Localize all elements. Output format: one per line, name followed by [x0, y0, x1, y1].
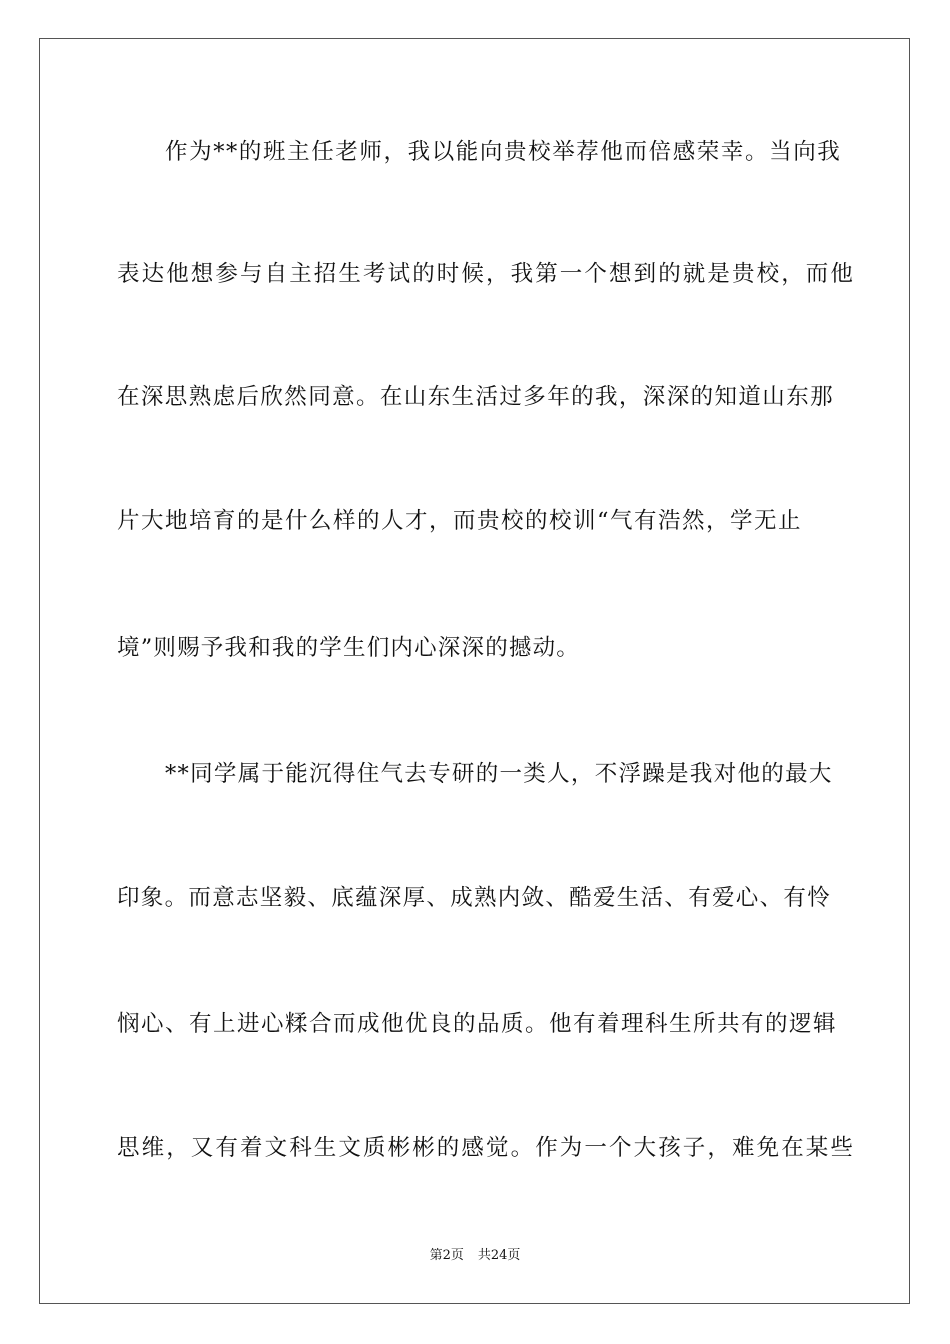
- page-number: 第2页: [429, 1248, 464, 1263]
- paragraph-1-line-2: 表达他想参与自主招生考试的时候，我第一个想到的就是贵校，而他: [117, 261, 856, 287]
- page-border: [39, 38, 910, 1304]
- paragraph-1-line-3: 在深思熟虑后欣然同意。在山东生活过多年的我，深深的知道山东那: [117, 384, 835, 410]
- paragraph-2-line-4: 思维，又有着文科生文质彬彬的感觉。作为一个大孩子，难免在某些: [117, 1135, 856, 1161]
- page-footer: [0, 1248, 950, 1264]
- page-total: 共24页: [477, 1248, 521, 1263]
- paragraph-1-line-5: 境”则赐予我和我的学生们内心深深的撼动。: [117, 635, 581, 661]
- paragraph-1-line-1: 作为**的班主任老师，我以能向贵校举荐他而倍感荣幸。当向我: [165, 139, 842, 165]
- paragraph-2-line-1: **同学属于能沉得住气去专研的一类人，不浮躁是我对他的最大: [165, 761, 833, 787]
- paragraph-2-line-3: 悯心、有上进心糅合而成他优良的品质。他有着理科生所共有的逻辑: [117, 1011, 838, 1037]
- paragraph-2-line-2: 印象。而意志坚毅、底蕴深厚、成熟内敛、酷爱生活、有爱心、有怜: [117, 885, 832, 911]
- paragraph-1-line-4: 片大地培育的是什么样的人才，而贵校的校训“气有浩然，学无止: [117, 508, 803, 534]
